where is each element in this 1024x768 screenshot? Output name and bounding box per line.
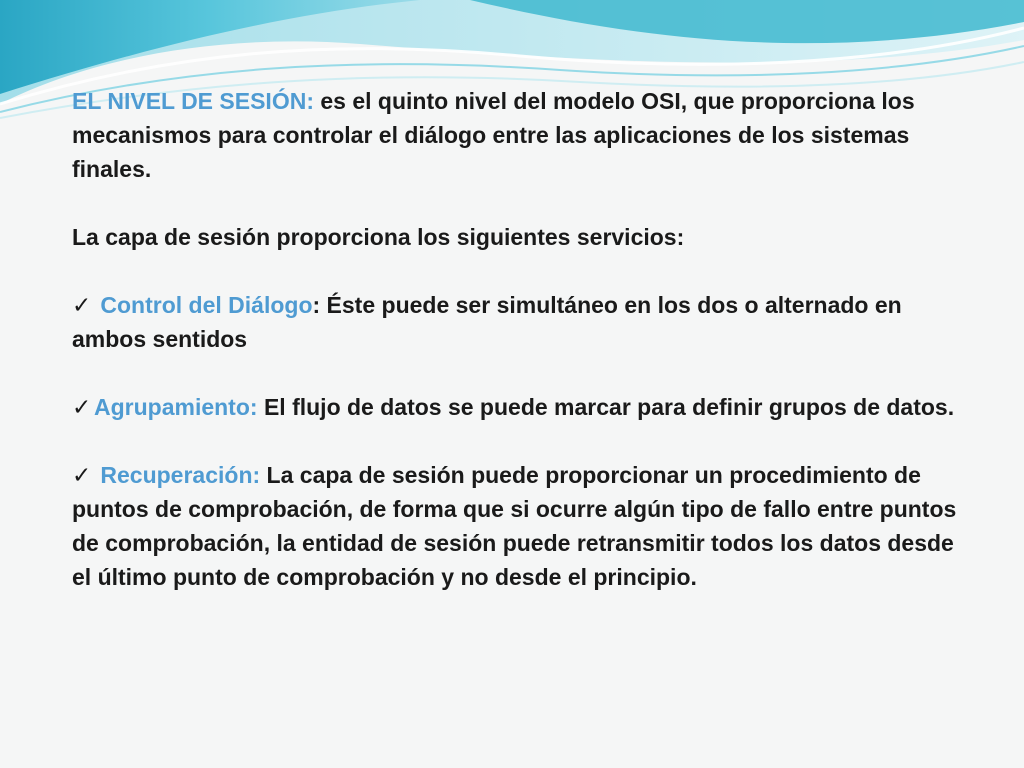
bullet-recovery	[72, 458, 972, 594]
bullet-text: La capa de sesión puede proporcionar un procedimiento de puntos de comprobación, de forma que si ocurre algún tipo de fallo entre puntos de comprobación, la entidad de sesión puede retransmitir todos los datos desde el último punto de comprobación y no desde el principio.	[72, 462, 957, 590]
bullet-label: Agrupamiento:	[94, 394, 258, 420]
intro-text: es el quinto nivel del modelo OSI, que proporciona los mecanismos para controlar el diálogo entre las aplicaciones de los sistemas finales.	[72, 88, 915, 182]
bullet-text: El flujo de datos se puede marcar para definir grupos de datos.	[257, 394, 955, 420]
slide-body	[72, 84, 972, 594]
services-intro: La capa de sesión proporciona los siguientes servicios:	[72, 224, 685, 250]
checkmark-icon: ✓	[72, 292, 92, 318]
bullet-label: Recuperación:	[94, 462, 261, 488]
bullet-text: : Éste puede ser simultáneo en los dos o alternado en ambos sentidos	[72, 292, 902, 352]
intro-paragraph	[72, 84, 972, 186]
bullet-grouping	[72, 390, 972, 424]
bullet-dialog-control	[72, 288, 972, 356]
checkmark-icon: ✓	[72, 394, 92, 420]
bullet-label: Control del Diálogo	[94, 292, 313, 318]
checkmark-icon: ✓	[72, 462, 92, 488]
intro-heading: EL NIVEL DE SESIÓN:	[72, 88, 314, 114]
